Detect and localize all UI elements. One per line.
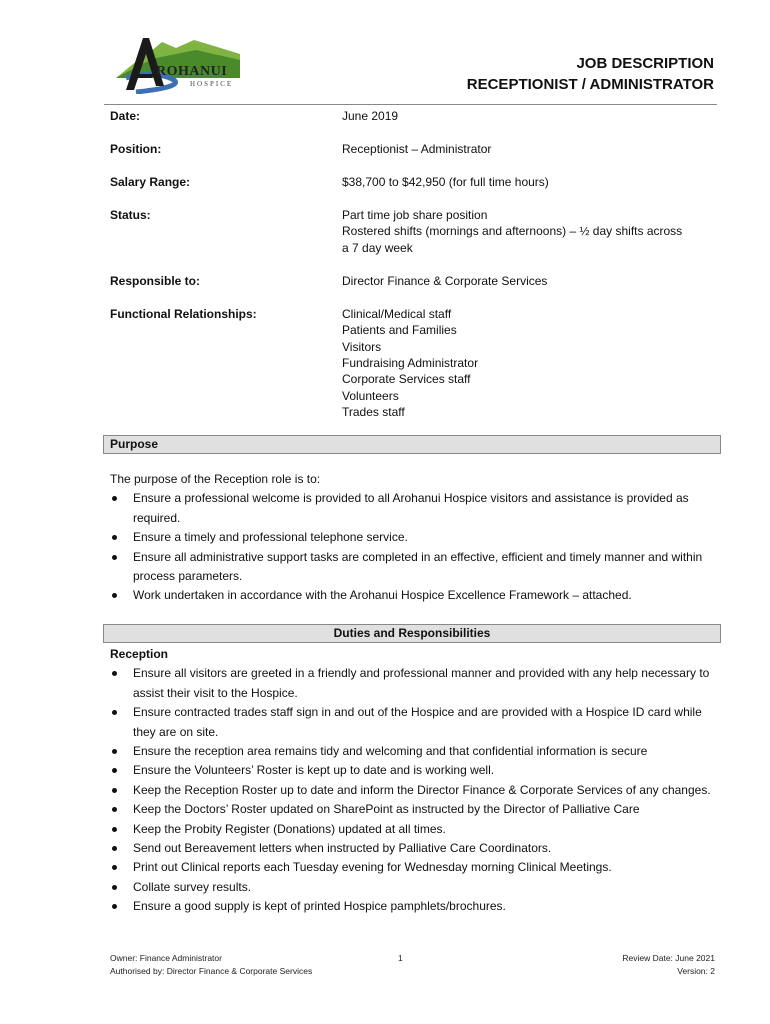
list-item: Ensure a good supply is kept of printed Hospice pamphlets/brochures. [110,897,720,916]
detail-row [110,273,720,289]
detail-row [110,141,720,157]
detail-value-line: Receptionist – Administrator [342,142,492,156]
title-line-2: RECEPTIONIST / ADMINISTRATOR [466,76,714,93]
detail-label: Functional Relationships: [110,306,257,321]
purpose-intro: The purpose of the Reception role is to: [110,472,321,486]
footer-owner: Owner: Finance Administrator [110,953,222,963]
detail-value-line: Part time job share position [342,208,488,222]
detail-row [110,306,720,421]
purpose-list [110,489,720,605]
detail-value-line: Visitors [342,339,382,354]
purpose-section [110,470,720,606]
logo-subtitle: HOSPICE [190,80,234,88]
detail-label: Responsible to: [110,273,201,288]
detail-value-line: Patients and Families [342,323,457,338]
detail-value-line: Fundraising Administrator [342,356,479,371]
detail-value-line: Corporate Services staff [342,372,471,387]
footer-right [622,952,715,977]
detail-value [342,306,720,421]
document-title [467,53,714,95]
footer-left [110,952,312,977]
list-item: Keep the Reception Roster up to date and inform the Director Finance & Corporate Services of any changes. [110,781,720,800]
list-item: Ensure all administrative support tasks are completed in an effective, efficient and timely manner and within process parameters. [110,548,720,587]
detail-label: Salary Range: [110,175,191,189]
detail-value-line: Trades staff [342,405,405,420]
detail-value-line: Clinical/Medical staff [342,306,452,321]
footer-review-date: Review Date: June 2021 [622,953,715,963]
list-item: Ensure contracted trades staff sign in and out of the Hospice and are provided with a Hospice ID card while they are on site. [110,703,720,742]
list-item: Ensure the reception area remains tidy and welcoming and that confidential information is secure [110,742,720,761]
job-details [110,108,720,437]
title-line-1: JOB DESCRIPTION [576,55,714,72]
detail-value-line: $38,700 to $42,950 (for full time hours) [342,175,549,189]
list-item: Print out Clinical reports each Tuesday evening for Wednesday morning Clinical Meetings. [110,858,720,877]
list-item: Ensure the Volunteers’ Roster is kept up to date and is working well. [110,761,720,780]
list-item: Keep the Probity Register (Donations) updated at all times. [110,820,720,839]
duties-section [110,645,720,917]
list-item: Work undertaken in accordance with the Arohanui Hospice Excellence Framework – attached. [110,586,720,605]
page-number: 1 [398,953,403,963]
detail-value [342,207,720,256]
detail-value [342,174,720,190]
logo-wordmark: ROHANUI [156,64,228,79]
list-item: Ensure all visitors are greeted in a friendly and professional manner and provided with any help necessary to assist their visit to the Hospice. [110,664,720,703]
purpose-heading: Purpose [103,435,721,454]
detail-value [342,108,720,124]
arohanui-hospice-logo [116,34,240,94]
footer-version: Version: 2 [677,965,715,976]
list-item: Keep the Doctors’ Roster updated on SharePoint as instructed by the Director of Palliative Care [110,800,720,819]
header-divider [104,104,717,105]
detail-value-line: Rostered shifts (mornings and afternoons) – ½ day shifts across [342,224,683,239]
detail-value-line: Director Finance & Corporate Services [342,273,548,288]
list-item: Ensure a professional welcome is provided to all Arohanui Hospice visitors and assistance is provided as required. [110,489,720,528]
detail-row [110,108,720,124]
detail-row [110,207,720,256]
detail-value [342,273,720,289]
detail-value-line: Volunteers [342,388,399,403]
detail-row [110,174,720,190]
duties-list [110,664,720,916]
detail-value-line: a 7 day week [342,240,413,255]
reception-subheading: Reception [110,647,169,661]
detail-value [342,141,720,157]
footer-authorised: Authorised by: Director Finance & Corporate Services [110,965,313,976]
duties-heading: Duties and Responsibilities [103,624,721,643]
detail-value-line: June 2019 [342,109,399,123]
list-item: Ensure a timely and professional telephone service. [110,528,720,547]
detail-label: Status: [110,208,151,222]
list-item: Collate survey results. [110,878,720,897]
list-item: Send out Bereavement letters when instructed by Palliative Care Coordinators. [110,839,720,858]
detail-label: Position: [110,142,162,156]
detail-label: Date: [110,109,141,123]
